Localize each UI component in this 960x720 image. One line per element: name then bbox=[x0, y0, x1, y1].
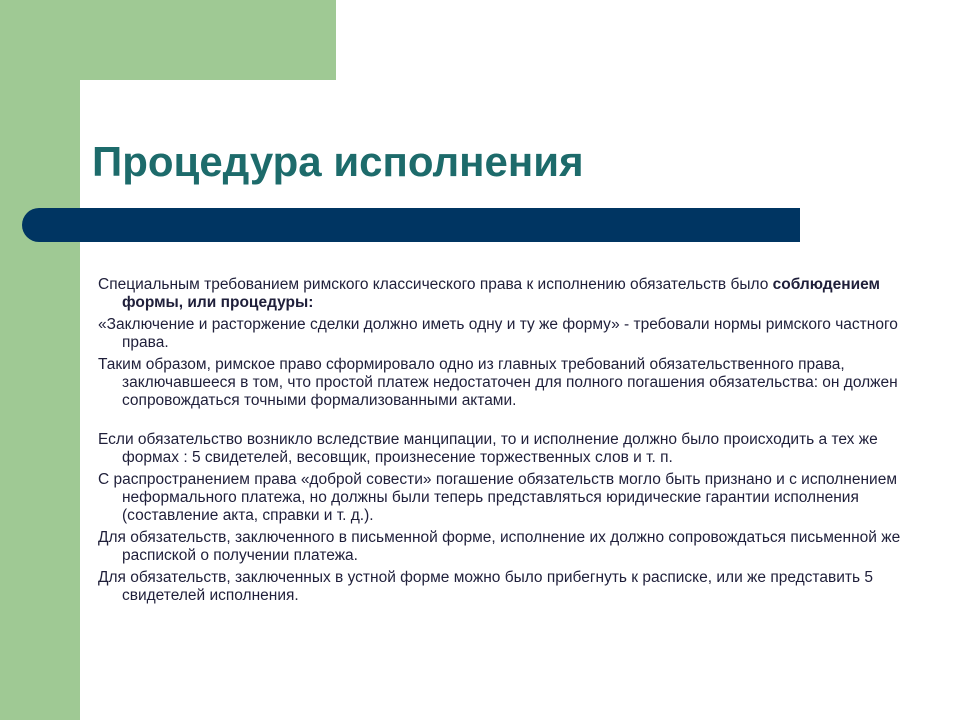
paragraph-1-text: Специальным требованием римского классического права к исполнению обязательств было bbox=[98, 276, 773, 293]
paragraph-1-bold-text: соблюдением формы, или процедуры: bbox=[122, 276, 881, 311]
paragraph-7: Для обязательств, заключенных в устной форме можно было прибегнуть к расписке, или же представить 5 свидетелей исполнения. bbox=[98, 569, 873, 604]
paragraph-1 bbox=[98, 276, 914, 312]
paragraph-2: «Заключение и расторжение сделки должно иметь одну и ту же форму» - требовали нормы римского частного права. bbox=[98, 316, 898, 351]
paragraph-5: С распространением права «доброй совести» погашение обязательств могло быть признано и с исполнением неформального платежа, но должны были теперь представляться юридические гарантии исполнения (составление акта, справки и т. д.). bbox=[98, 471, 897, 524]
paragraph-3: Таким образом, римское право сформировало одно из главных требований обязательственного права, заключавшееся в том, что простой платеж недостаточен для полного погашения обязательства: он должен сопровождаться точными формализованными актами. bbox=[98, 356, 898, 409]
slide-body bbox=[98, 276, 914, 609]
green-accent-left bbox=[0, 0, 80, 720]
paragraph-6: Для обязательств, заключенного в письменной форме, исполнение их должно сопровождаться письменной же распиской о получении платежа. bbox=[98, 529, 901, 564]
slide-title: Процедура исполнения bbox=[92, 138, 584, 185]
paragraph-4: Если обязательство возникло вследствие манципации, то и исполнение должно было происходить а тех же формах : 5 свидетелей, весовщик, произнесение торжественных слов и т. п. bbox=[98, 431, 878, 466]
title-underline-bar bbox=[22, 208, 800, 242]
